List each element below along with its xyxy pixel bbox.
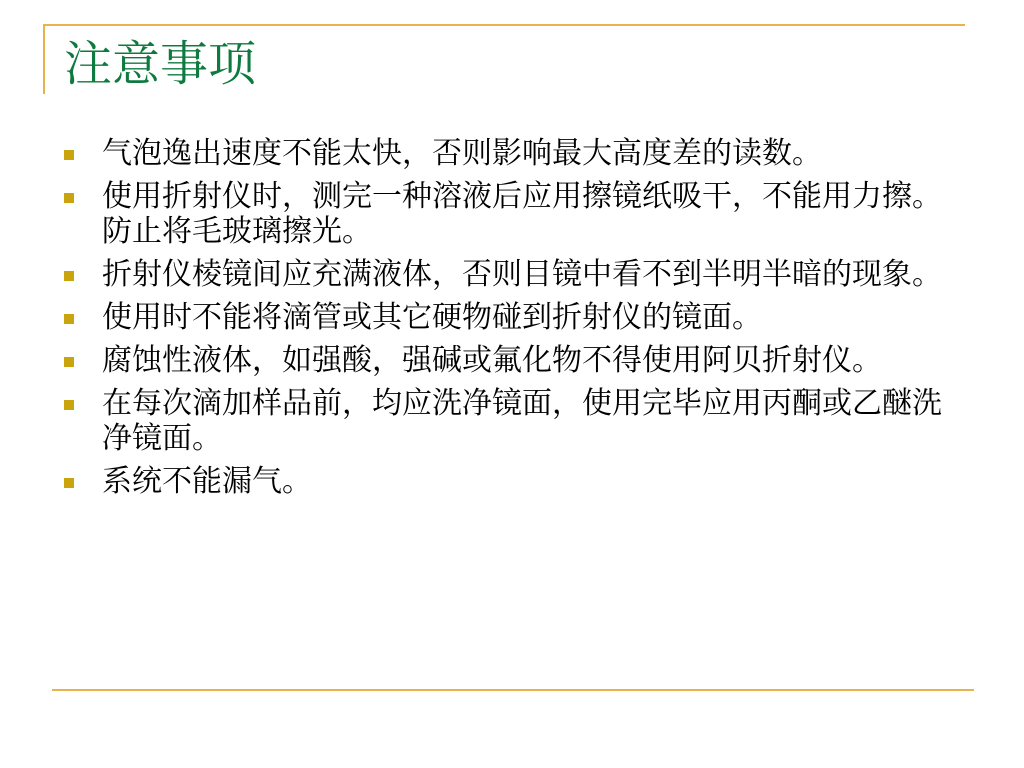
list-item-text: 在每次滴加样品前，均应洗净镜面，使用完毕应用丙酮或乙醚洗净镜面。 bbox=[102, 386, 942, 456]
list-item-text: 使用时不能将滴管或其它硬物碰到折射仪的镜面。 bbox=[102, 300, 762, 335]
list-item bbox=[62, 343, 962, 378]
list-item-text: 折射仪棱镜间应充满液体，否则目镜中看不到半明半暗的现象。 bbox=[102, 257, 942, 292]
list-item bbox=[62, 300, 962, 335]
list-item-text: 腐蚀性液体，如强酸，强碱或氟化物不得使用阿贝折射仪。 bbox=[102, 343, 882, 378]
slide-title: 注意事项 bbox=[64, 36, 257, 92]
list-item-text: 系统不能漏气。 bbox=[102, 464, 312, 499]
left-rule bbox=[43, 24, 45, 94]
square-bullet-icon bbox=[64, 357, 74, 367]
list-item bbox=[62, 257, 962, 292]
list-item bbox=[62, 464, 962, 499]
bottom-rule bbox=[52, 689, 974, 691]
list-item bbox=[62, 386, 962, 456]
list-item-text: 气泡逸出速度不能太快，否则影响最大高度差的读数。 bbox=[102, 136, 822, 171]
square-bullet-icon bbox=[64, 400, 74, 410]
square-bullet-icon bbox=[64, 271, 74, 281]
square-bullet-icon bbox=[64, 314, 74, 324]
list-item-text: 使用折射仪时，测完一种溶液后应用擦镜纸吸干，不能用力擦。防止将毛玻璃擦光。 bbox=[102, 179, 942, 249]
bullet-list bbox=[62, 136, 962, 507]
list-item bbox=[62, 136, 962, 171]
list-item bbox=[62, 179, 962, 249]
square-bullet-icon bbox=[64, 478, 74, 488]
top-rule bbox=[43, 24, 965, 26]
square-bullet-icon bbox=[64, 150, 74, 160]
square-bullet-icon bbox=[64, 193, 74, 203]
